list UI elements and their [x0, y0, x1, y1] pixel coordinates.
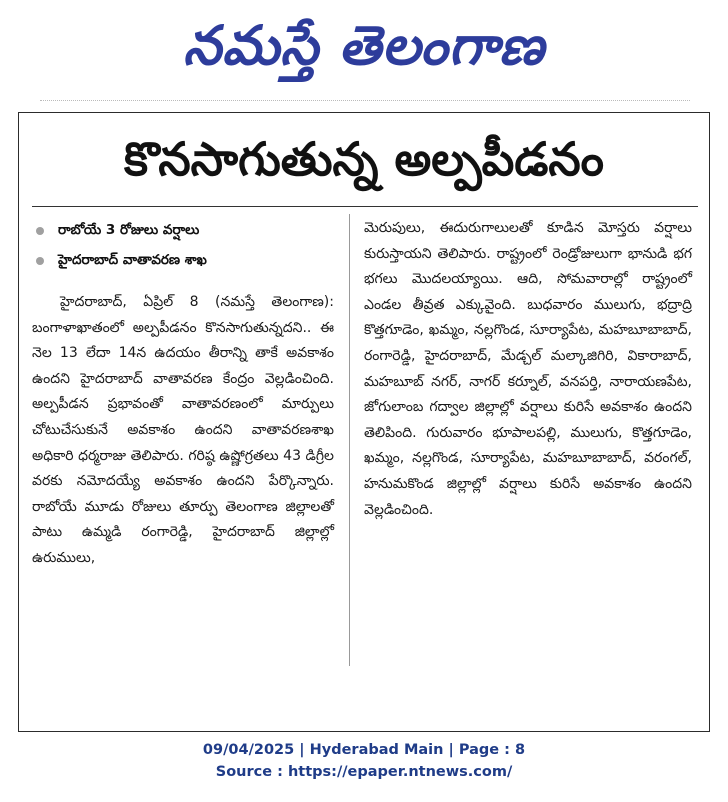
masthead-title: నమస్తే తెలంగాణ	[183, 14, 545, 77]
article-body-right: మెరుపులు, ఈదురుగాలులతో కూడిన మోస్తరు వర్షాలు కురుస్తాయని తెలిపారు. రాష్ట్రంలో రెండ్రోజులుగా భానుడి భగ భగలు మొదలయ్యాయి. ఆది, సోమవారాల్లో రాష్ట్రంలో ఎండల తీవ్రత ఎక్కువైంది. బుధవారం ములుగు, భద్రాద్రి కొత్తగూడెం, ఖమ్మం, నల్లగొండ, సూర్యాపేట, మహబూబాబాద్, రంగారెడ్డి, హైదరాబాద్, మేడ్చల్ మల్కాజిగిరి, వికారాబాద్, మహబూబ్ నగర్, నాగర్ కర్నూల్, వనపర్తి, నారాయణపేట, జోగులాంబ గద్వాల జిల్లాల్లో వర్షాలు కురిసే అవకాశం ఉందని తెలిపింది. గురువారం భూపాలపల్లి, ములుగు, కొత్తగూడెం, ఖమ్మం, నల్లగొండ, సూర్యాపేట, మహబూబాబాద్, వరంగల్, హనుమకొండ జిల్లాల్లో వర్షాలు కురిసే అవకాశం ఉందని వెల్లడించింది.	[364, 220, 692, 518]
bullet-dot-icon	[36, 227, 44, 235]
article-headline: కొనసాగుతున్న అల్పపీడనం	[123, 132, 605, 186]
bullet-point	[32, 216, 334, 246]
article-body-left: హైదరాబాద్, ఏప్రిల్ 8 (నమస్తే తెలంగాణ): బంగాళాఖాతంలో అల్పపీడనం కొనసాగుతున్నదని.. ఈ నెల 13 లేదా 14న ఉదయం తీరాన్ని తాకే అవకాశం ఉందని హైదరాబాద్ వాతావరణ కేంద్రం వెల్లడించింది. అల్పపీడన ప్రభావంతో వాతావరణంలో మార్పులు చోటుచేసుకునే అవకాశం ఉందని వాతావరణశాఖ అధికారి ధర్మరాజు తెలిపారు. గరిష్ఠ ఉష్ణోగ్రతలు 43 డిగ్రీల వరకు నమోదయ్యే అవకాశం ఉందని పేర్కొన్నారు. రాబోయే మూడు రోజులు తూర్పు తెలంగాణ జిల్లాలతో పాటు ఉమ్మడి రంగారెడ్డి, హైదరాబాద్ జిల్లాల్లో ఉరుములు,	[32, 294, 334, 566]
bullet-text: హైదరాబాద్ వాతావరణ శాఖ	[58, 251, 207, 268]
bullet-text: రాబోయే 3 రోజులు వర్షాలు	[58, 221, 200, 238]
headline-divider	[32, 206, 698, 207]
masthead-divider	[40, 100, 690, 102]
masthead	[0, 6, 728, 86]
column-divider	[349, 214, 350, 666]
footer-source: Source : https://epaper.ntnews.com/	[215, 764, 513, 780]
article-left-column	[32, 216, 334, 572]
article-right-column	[364, 216, 692, 523]
footer-edition-info: 09/04/2025 | Hyderabad Main | Page : 8	[202, 742, 526, 758]
bullet-point	[32, 246, 334, 276]
bullet-dot-icon	[36, 257, 44, 265]
